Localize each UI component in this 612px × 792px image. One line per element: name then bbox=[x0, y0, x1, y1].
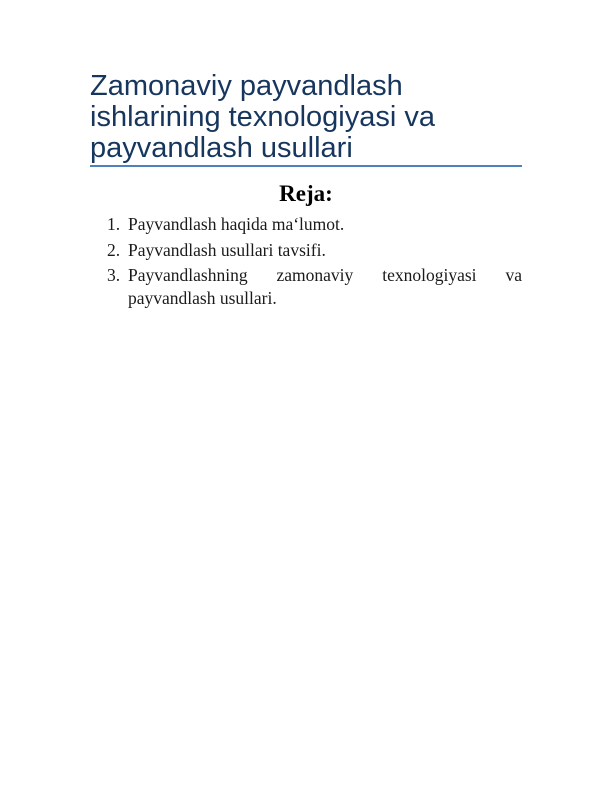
list-item-number: 3. bbox=[107, 265, 121, 285]
list-item bbox=[107, 213, 522, 236]
list-item-number: 1. bbox=[107, 214, 121, 234]
list-item-text: Payvandlash usullari tavsifi. bbox=[128, 239, 326, 260]
list-item bbox=[107, 264, 522, 310]
reja-heading: Reja: bbox=[279, 181, 333, 206]
document-title: Zamonaviy payvandlash ishlarining texnologiyasi va payvandlash usullari bbox=[90, 71, 522, 167]
document-content bbox=[0, 71, 612, 310]
list-item bbox=[107, 239, 522, 262]
numbered-list bbox=[90, 213, 522, 310]
list-item-text: Payvandlash haqida ma‘lumot. bbox=[128, 214, 345, 234]
list-item-text: Payvandlashning zamonaviy texnologiyasi va payvandlash usullari. bbox=[128, 265, 522, 308]
list-item-number: 2. bbox=[107, 239, 121, 260]
